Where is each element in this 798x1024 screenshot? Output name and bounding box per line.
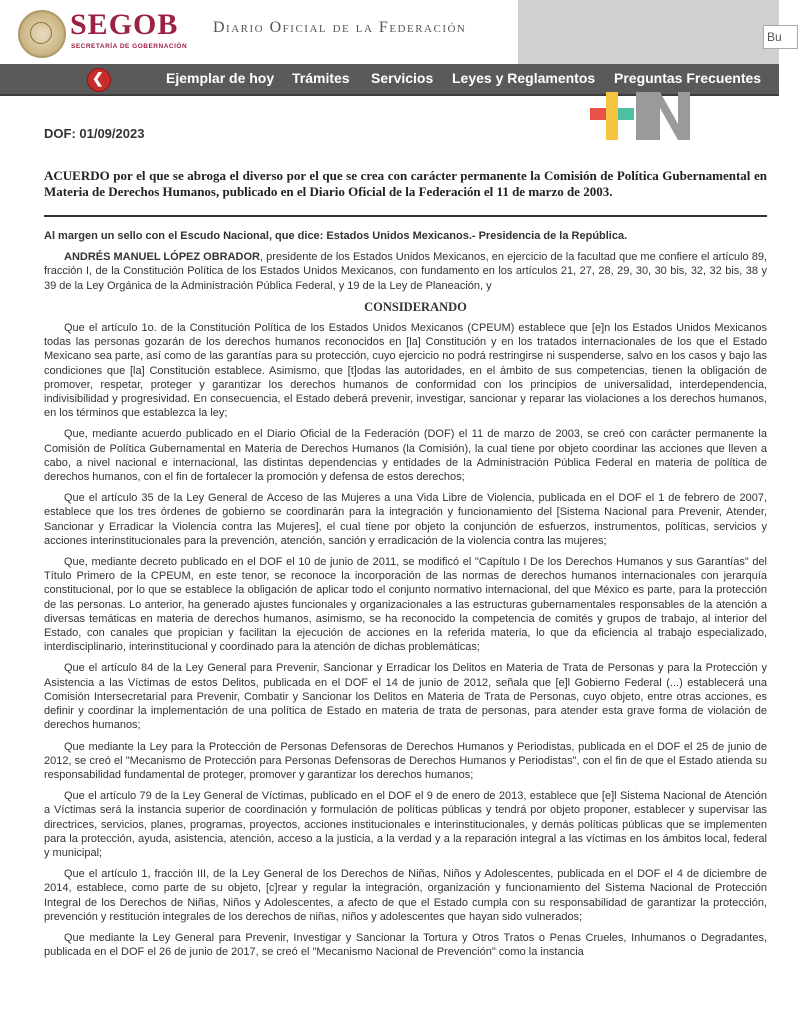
segob-logo-text[interactable]: SEGOB bbox=[70, 8, 179, 41]
paragraph: Que el artículo 1o. de la Constitución Política de los Estados Unidos Mexicanos (CPEUM) establece que [e]n los Estados Unidos Mexicanos todas las personas gozarán de los derechos humanos reconocidos en [la] Constitución y en los tratados internacionales de los que el Estado Mexicano sea parte, así como de las garantías para su protección, cuyo ejercicio no podrá restringirse ni suspenderse, salvo en los casos y bajo las condiciones que [la] Constitución establece. Asimismo, que [t]odas las autoridades, en el ámbito de sus competencias, tienen la obligación de promover, respetar, proteger y garantizar los derechos humanos de conformidad con los principios de universalidad, interdependencia, indivisibilidad y progresividad. En consecuencia, el Estado deberá prevenir, investigar, sancionar y reparar las violaciones a los derechos humanos, en los términos que establezca la ley; bbox=[44, 322, 767, 420]
margin-note: Al margen un sello con el Escudo Nacional, que dice: Estados Unidos Mexicanos.- Presidencia de la República. bbox=[44, 230, 628, 242]
site-title[interactable]: Diario Oficial de la Federación bbox=[213, 19, 467, 36]
document-date: DOF: 01/09/2023 bbox=[44, 126, 145, 141]
paragraph: Que, mediante decreto publicado en el DOF el 10 de junio de 2011, se modificó el "Capítulo I De los Derechos Humanos y sus Garantías" del Título Primero de la CPEUM, en este tenor, se reconoce la incorporación de las normas de derechos humanos internacionales con jerarquía constitucional, por lo que se establece la obligación de aplicar todo el conjunto normativo internacional, del que México es parte, para la protección de las personas. Lo anterior, ha generado ajustes funcionales y organizacionales a las estructuras gubernamentales responsables de la atención a diversas temáticas en materia de derechos humanos, asimismo, se ha reconocido la competencia de comités y grupos de trabajo, al interior del Estado, con canales que propician y facilitan la ejecución de acciones en la referida materia, lo que da eficiencia al trabajo especializado, interdisciplinario, interinstitucional y coordinado para la atención de dichas problemáticas; bbox=[44, 556, 767, 654]
intro-paragraph bbox=[44, 250, 767, 293]
national-seal-logo[interactable] bbox=[18, 10, 66, 58]
title-divider bbox=[44, 215, 767, 217]
paragraph: Que el artículo 84 de la Ley General para Prevenir, Sancionar y Erradicar los Delitos en Materia de Trata de Personas y para la Protección y Asistencia a las Víctimas de estos Delitos, publicada en el DOF el 14 de junio de 2012, señala que [e]l Gobierno Federal (...) establecerá una Comisión Intersecretarial para Prevenir, Combatir y Sancionar los Delitos en Materia de Trata de Personas, cuyo objeto, entre otras acciones, es definir y coordinar la implementación de una política de Estado en materia de trata de personas, para atender esta grave forma de violación de derechos humanos; bbox=[44, 662, 767, 732]
paragraph: Que el artículo 79 de la Ley General de Víctimas, publicado en el DOF el 9 de enero de 2013, establece que [e]l Sistema Nacional de Atención a Víctimas será la instancia superior de coordinación y formulación de políticas públicas y tendrá por objeto proponer, establecer y supervisar las directrices, servicios, planes, programas, proyectos, acciones institucionales e interinstitucionales, y demás políticas públicas que se implementen para la protección, ayuda, asistencia, atención, acceso a la justicia, a la verdad y a la reparación integral a las víctimas en los ámbitos local, federal y municipal; bbox=[44, 790, 767, 859]
intro-text: , presidente de los Estados Unidos Mexicanos, en ejercicio de la facultad que me confiere el artículo 89, fracción I, de la Constitución Política de los Estados Unidos Mexicanos, con fundamento en los artículos 21, 27, 28, 29, 30, 30 bis, 32, 32 bis, 38 y 39 de la Ley Orgánica de la Administración Pública Federal, y 19 de la Ley de Planeación, y bbox=[44, 251, 767, 292]
paragraph: Que, mediante acuerdo publicado en el Diario Oficial de la Federación (DOF) el 11 de marzo de 2003, se creó con carácter permanente la Comisión de Política Gubernamental en Materia de Derechos Humanos (la Comisión), la cual tiene por objeto coordinar las acciones que lleven a cabo, a nivel nacional e internacional, las distintas dependencias y entidades de la Administración Pública Federal en materia de política de derechos humanos, con el fin de fortalecer la promoción y defensa de estos derechos; bbox=[44, 428, 767, 484]
site-header bbox=[0, 0, 782, 64]
considerando-heading: CONSIDERANDO bbox=[364, 299, 467, 314]
president-name: ANDRÉS MANUEL LÓPEZ OBRADOR bbox=[64, 251, 260, 264]
back-button[interactable] bbox=[87, 68, 111, 92]
arrow-left-icon: ❮ bbox=[92, 70, 104, 86]
tn-watermark-logo bbox=[590, 92, 690, 140]
paragraph: Que el artículo 1, fracción III, de la Ley General de los Derechos de Niñas, Niños y Adolescentes, publicada en el DOF el 4 de diciembre de 2014, establece, como parte de su objeto, [c]rear y regular la integración, organización y funcionamiento del Sistema Nacional de Protección Integral de los Derechos de Niñas, Niños y Adolescentes, a afecto de que el Estado cumpla con su responsabilidad de garantizar la protección, prevención y restitución integrales de los derechos de niñas, niños y adolescentes que hayan sido vulnerados; bbox=[44, 868, 767, 923]
nav-ejemplar-de-hoy[interactable]: Ejemplar de hoy bbox=[166, 70, 275, 86]
header-search-area bbox=[518, 0, 779, 64]
paragraph: Que mediante la Ley para la Protección de Personas Defensoras de Derechos Humanos y Periodistas, publicada en el DOF el 25 de junio de 2012, se creó el "Mecanismo de Protección para Personas Defensoras de Derechos Humanos y Periodistas", con el fin de que el Estado atienda su responsabilidad fundamental de proteger, promover y garantizar los derechos humanos; bbox=[44, 740, 767, 781]
document-title: ACUERDO por el que se abroga el diverso por el que se crea con carácter permanente la Comisión de Política Gubernamental en Materia de Derechos Humanos, publicado en el Diario Oficial de la Federación el 11 de marzo de 2003. bbox=[44, 168, 767, 199]
nav-servicios[interactable]: Servicios bbox=[371, 70, 434, 86]
document-body bbox=[44, 229, 767, 966]
paragraph: Que mediante la Ley General para Prevenir, Investigar y Sancionar la Tortura y Otros Tratos o Penas Crueles, Inhumanos o Degradantes, publicada en el DOF el 26 de junio de 2017, se creó el "Mecanismo Nacional de Prevención" como la instancia bbox=[44, 931, 767, 959]
nav-preguntas-frecuentes[interactable]: Preguntas Frecuentes bbox=[614, 70, 762, 86]
nav-tramites[interactable]: Trámites bbox=[292, 70, 350, 86]
segob-logo-subtitle: SECRETARÍA DE GOBERNACIÓN bbox=[71, 43, 188, 50]
paragraph: Que el artículo 35 de la Ley General de Acceso de las Mujeres a una Vida Libre de Violencia, publicada en el DOF el 1 de febrero de 2007, establece que los tres órdenes de gobierno se coordinarán para la integración y funcionamiento del [Sistema Nacional para Prevenir, Atender, Sancionar y Erradicar la Violencia contra las Mujeres], el cual tiene por objeto la conjunción de esfuerzos, instrumentos, políticas, servicios y acciones interinstitucionales para la prevención, atención, sanción y erradicación de la violencia contra las mujeres; bbox=[44, 492, 767, 547]
search-input[interactable]: Bu bbox=[763, 25, 798, 49]
nav-leyes-y-reglamentos[interactable]: Leyes y Reglamentos bbox=[452, 70, 596, 86]
